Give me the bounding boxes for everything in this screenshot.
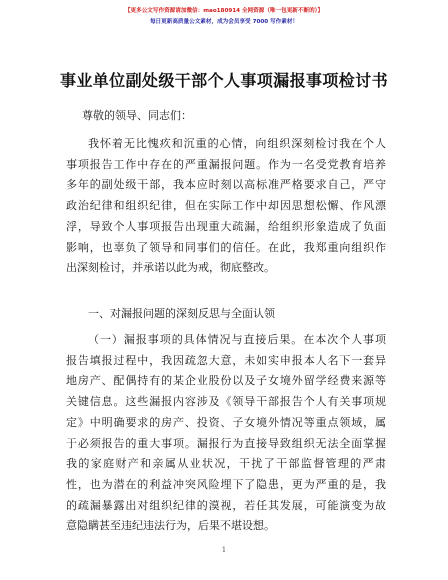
text-line: 我的家庭财产和亲属从业状况，干扰了干部监督管理的严肃: [66, 457, 386, 471]
paragraph-intro: [66, 134, 386, 279]
text-line: 性，也为潜在的利益冲突风险埋下了隐患，更为严重的是，我: [66, 477, 386, 491]
text-line: 意隐瞒甚至违纪违法行为，后果不堪设想。: [66, 519, 275, 533]
text-line: 我怀着无比愧疚和沉重的心情，向组织深刻检讨我在个人: [88, 137, 386, 150]
text-line: 报告填报过程中，我因疏忽大意，未如实申报本人名下一套异: [66, 353, 386, 367]
text-line: 政治纪律和组织纪律，但在实际工作中却因思想松懈、作风漂: [66, 199, 386, 213]
salutation: 尊敬的领导、同志们：: [82, 109, 192, 122]
text-line: 的疏漏暴露出对组织纪律的漠视，若任其发展，可能演变为故: [66, 498, 386, 512]
text-line: 出深刻检讨，并承诺以此为戒，彻底整改。: [66, 261, 275, 275]
text-line: 关键信息。这些漏报内容涉及《领导干部报告个人有关事项规: [66, 395, 386, 409]
text-line: 影响，也辜负了领导和同事们的信任。在此，我郑重向组织作: [66, 240, 386, 254]
section-heading: 一、对漏报问题的深刻反思与全面认领: [88, 307, 275, 320]
page-number: 1: [221, 546, 227, 554]
text-line: （一）漏报事项的具体情况与直接后果。在本次个人事项: [88, 333, 386, 346]
text-line: 事项报告工作中存在的严重漏报问题。作为一名受党教育培养: [66, 157, 386, 171]
text-line: 多年的副处级干部，我本应时刻以高标准严格要求自己，严守: [66, 178, 386, 192]
header-banner: [0, 6, 448, 28]
document-title: 事业单位副处级干部个人事项漏报事项检讨书: [59, 71, 388, 90]
text-line: 定》中明确要求的房产、投资、子女境外情况等重点领域，属: [66, 415, 386, 429]
paragraph-section-1: [66, 330, 386, 537]
text-line: 地房产、配偶持有的某企业股份以及子女境外留学经费来源等: [66, 374, 386, 388]
text-line: 于必须报告的重大事项。漏报行为直接导致组织无法全面掌握: [66, 436, 386, 450]
banner-line-2: 每日更新高质量公文素材，成为会员享受 7000 写作素材！: [149, 19, 299, 25]
text-line: 浮，导致个人事项报告出现重大疏漏，给组织形象造成了负面: [66, 219, 386, 233]
banner-line-1: 【更多公文写作资源请加微信：mao180914 全网资源（唯一包更新不断的）】: [124, 8, 324, 14]
